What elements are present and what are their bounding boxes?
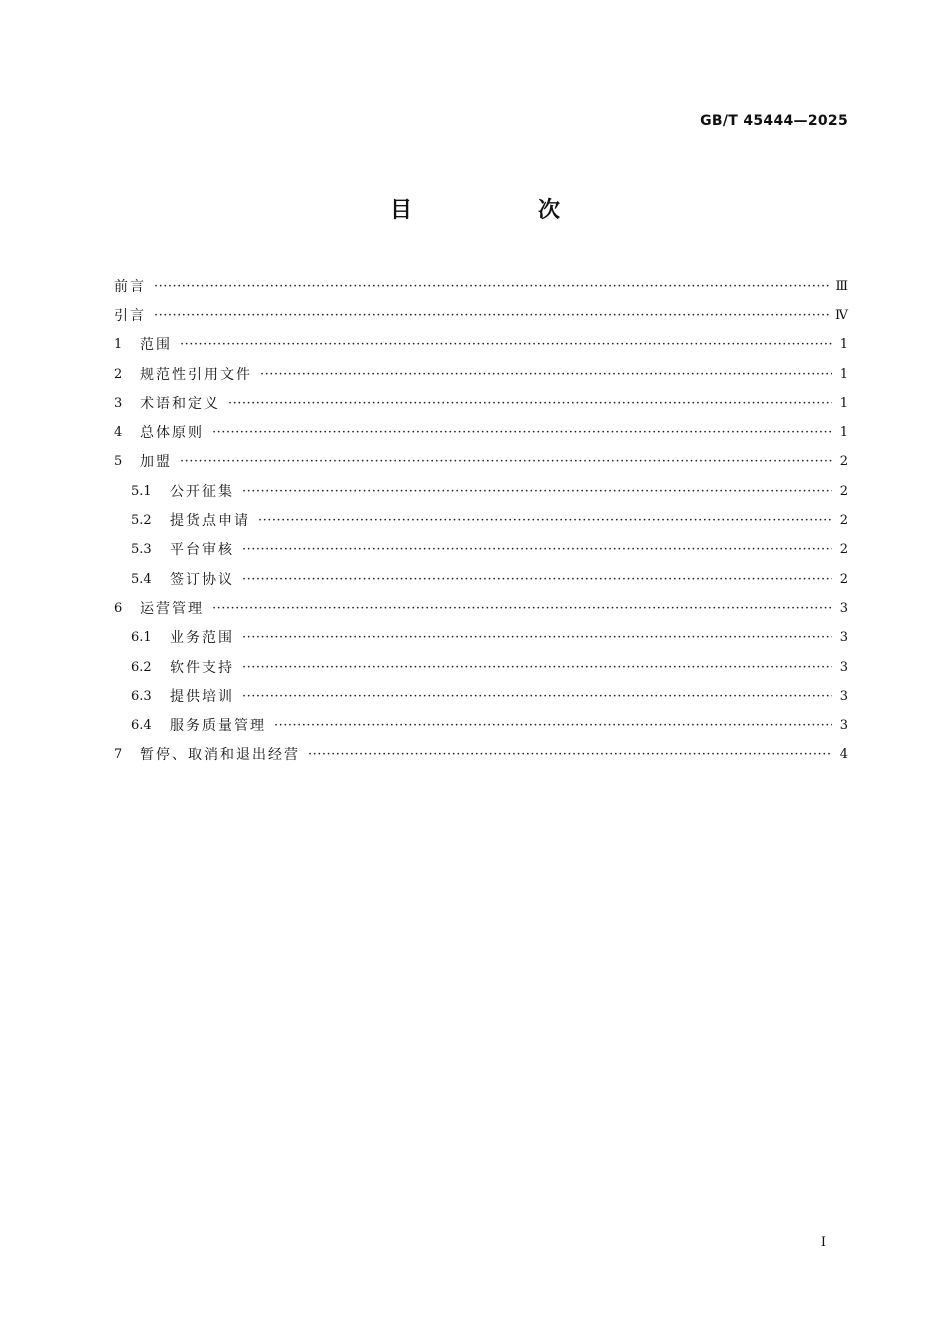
toc-leader <box>242 570 832 590</box>
toc-subitem[interactable] <box>114 624 848 653</box>
toc-subitem[interactable] <box>114 477 848 506</box>
standard-code: GB/T 45444—2025 <box>700 113 848 129</box>
toc-item[interactable] <box>114 360 848 389</box>
toc-leader <box>154 306 829 326</box>
toc-leader <box>274 716 832 736</box>
toc-item-number: 5.3 <box>131 542 152 558</box>
toc-leader <box>212 599 832 619</box>
toc-subitem[interactable] <box>114 711 848 740</box>
toc-item-number: 5.4 <box>131 571 152 587</box>
toc-subitem[interactable] <box>114 536 848 565</box>
toc-subitem[interactable] <box>114 682 848 711</box>
toc-leader <box>242 658 832 678</box>
toc-item-number: 6.1 <box>131 630 152 646</box>
toc-item-number: 6.2 <box>131 659 152 675</box>
toc-item[interactable] <box>114 389 848 418</box>
toc-item-page: 1 <box>839 395 848 411</box>
toc-item-page: 2 <box>839 542 848 558</box>
toc-item-label: 规范性引用文件 <box>140 366 252 383</box>
toc-item-label: 提供培训 <box>170 688 234 705</box>
toc-leader <box>242 628 832 648</box>
toc-leader <box>308 745 832 765</box>
toc-item-label: 签订协议 <box>170 571 234 588</box>
toc-item-page: 3 <box>839 600 848 616</box>
toc-item-number: 6.4 <box>131 718 152 734</box>
toc-item-label: 暂停、取消和退出经营 <box>140 747 300 764</box>
toc-item-page: Ⅳ <box>835 307 848 323</box>
toc-subitem[interactable] <box>114 653 848 682</box>
toc-item-number: 6 <box>114 600 123 616</box>
toc-item-page: Ⅲ <box>835 278 848 294</box>
toc-item-label: 业务范围 <box>170 630 234 647</box>
toc-item-number: 5.2 <box>131 513 152 529</box>
toc-item-label: 总体原则 <box>140 425 204 442</box>
toc-leader <box>180 335 832 355</box>
toc-item-number: 1 <box>114 337 123 353</box>
toc-item-label: 公开征集 <box>170 483 234 500</box>
toc-item-label: 运营管理 <box>140 600 204 617</box>
toc-item[interactable] <box>114 594 848 623</box>
toc-leader <box>228 394 832 414</box>
toc-item-page: 2 <box>839 454 848 470</box>
toc-item-page: 3 <box>839 630 848 646</box>
toc-item-page: 3 <box>839 659 848 675</box>
toc-item-number: 2 <box>114 366 123 382</box>
toc-item[interactable] <box>114 418 848 447</box>
toc-item-page: 2 <box>839 571 848 587</box>
toc-item-page: 3 <box>839 718 848 734</box>
toc-item[interactable] <box>114 301 848 330</box>
toc-item-label: 加盟 <box>140 454 172 471</box>
toc-item-number: 7 <box>114 747 123 763</box>
toc-item-label: 引言 <box>114 307 146 324</box>
toc-leader <box>212 423 832 443</box>
toc-item-label: 术语和定义 <box>140 395 220 412</box>
toc-item-page: 2 <box>839 513 848 529</box>
toc-item-label: 前言 <box>114 278 146 295</box>
toc-item[interactable] <box>114 448 848 477</box>
toc-item-page: 2 <box>839 483 848 499</box>
toc-item-number: 6.3 <box>131 688 152 704</box>
toc-item-page: 1 <box>839 337 848 353</box>
toc-item[interactable] <box>114 272 848 301</box>
toc-leader <box>260 365 832 385</box>
table-of-contents <box>114 272 848 770</box>
toc-item-page: 3 <box>839 688 848 704</box>
toc-leader <box>242 687 832 707</box>
toc-subitem[interactable] <box>114 506 848 535</box>
footer-page-number: I <box>820 1235 826 1250</box>
toc-item-label: 范围 <box>140 337 172 354</box>
toc-item-page: 4 <box>839 747 848 763</box>
toc-leader <box>180 452 832 472</box>
page-title: 目 次 <box>389 198 612 223</box>
toc-leader <box>242 540 832 560</box>
toc-item-number: 3 <box>114 395 123 411</box>
toc-item-label: 软件支持 <box>170 659 234 676</box>
toc-leader <box>258 511 832 531</box>
toc-item-page: 1 <box>839 425 848 441</box>
toc-item-label: 服务质量管理 <box>170 718 266 735</box>
toc-item[interactable] <box>114 741 848 770</box>
toc-leader <box>242 482 832 502</box>
toc-subitem[interactable] <box>114 565 848 594</box>
toc-leader <box>154 277 829 297</box>
toc-item-number: 5 <box>114 454 123 470</box>
toc-item-page: 1 <box>839 366 848 382</box>
toc-item-label: 平台审核 <box>170 542 234 559</box>
toc-item[interactable] <box>114 331 848 360</box>
toc-item-label: 提货点申请 <box>170 513 250 530</box>
toc-item-number: 4 <box>114 425 123 441</box>
toc-item-number: 5.1 <box>131 483 152 499</box>
